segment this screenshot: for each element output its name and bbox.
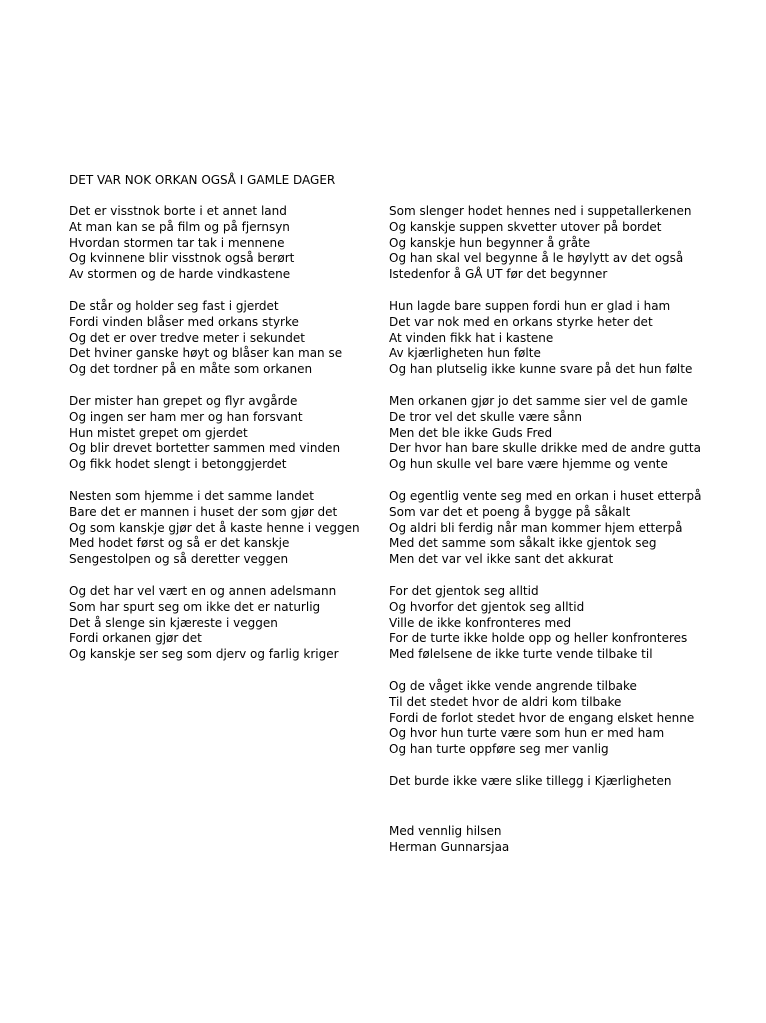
poem-line: Men det ble ikke Guds Fred [389, 425, 553, 440]
poem-line: Og han plutselig ikke kunne svare på det hun følte [389, 362, 693, 377]
poem-line: Av kjærligheten hun følte [389, 346, 541, 361]
poem-line: Men det var vel ikke sant det akkurat [389, 552, 614, 567]
poem-line: Og som kanskje gjør det å kaste henne i veggen [69, 520, 360, 535]
poem-line: Det er visstnok borte i et annet land [69, 204, 287, 218]
poem-line: Ville de ikke konfronteres med [389, 615, 572, 630]
poem-line: De tror vel det skulle være sånn [389, 409, 582, 424]
poem-line: De står og holder seg fast i gjerdet [69, 298, 279, 313]
poem-line: Og hvor hun turte være som hun er med ham [389, 726, 665, 741]
signoff [389, 824, 509, 856]
poem-line: Og kanskje ser seg som djerv og farlig kriger [69, 647, 339, 662]
poem-line: Og det er over tredve meter i sekundet [69, 330, 305, 345]
poem-line: Hvordan stormen tar tak i mennene [69, 235, 285, 250]
poem-line: Det å slenge sin kjæreste i veggen [69, 615, 278, 630]
poem-column-right [389, 204, 701, 806]
poem-line: For de turte ikke holde opp og heller konfronteres [389, 631, 688, 646]
poem-line: Og aldri bli ferdig når man kommer hjem etterpå [389, 520, 683, 535]
poem-column-left [69, 204, 360, 679]
poem-line: Med følelsene de ikke turte vende tilbake til [389, 647, 653, 662]
poem-line: Fordi vinden blåser med orkans styrke [69, 314, 299, 329]
stanza [389, 679, 701, 758]
poem-line: Og kvinnene blir visstnok også berørt [69, 251, 295, 266]
signoff-name: Herman Gunnarsjaa [389, 839, 510, 854]
poem-line: Med det samme som såkalt ikke gjentok seg [389, 536, 657, 551]
poem-line: Og det har vel vært en og annen adelsmann [69, 583, 337, 598]
stanza [389, 774, 701, 790]
stanza [69, 299, 360, 378]
poem-line: Der mister han grepet og flyr avgårde [69, 393, 298, 408]
poem-line: Det hviner ganske høyt og blåser kan man se [69, 346, 343, 361]
poem-line: Av stormen og de harde vindkastene [69, 267, 291, 282]
poem-line: Og fikk hodet slengt i betonggjerdet [69, 457, 287, 472]
stanza [69, 394, 360, 473]
poem-line: Bare det er mannen i huset der som gjør det [69, 504, 338, 519]
poem-line: Hun mistet grepet om gjerdet [69, 425, 248, 440]
poem-line: Der hvor han bare skulle drikke med de andre gutta [389, 441, 701, 456]
poem-line: Og han skal vel begynne å le høylytt av det også [389, 251, 684, 266]
poem-line: For det gjentok seg alltid [389, 583, 539, 598]
poem-line: Til det stedet hvor de aldri kom tilbake [389, 694, 622, 709]
poem-line: At vinden fikk hat i kastene [389, 330, 554, 345]
poem-line: Istedenfor å GÅ UT før det begynner [389, 267, 608, 282]
poem-line: Det burde ikke være slike tillegg i Kjærligheten [389, 773, 672, 788]
stanza [389, 584, 701, 663]
stanza [69, 584, 360, 663]
poem-line: At man kan se på film og på fjernsyn [69, 219, 290, 234]
poem-line: Som slenger hodet hennes ned i suppetallerkenen [389, 204, 692, 218]
poem-line: Med hodet først og så er det kanskje [69, 536, 290, 551]
poem-line: Og kanskje suppen skvetter utover på bordet [389, 219, 662, 234]
stanza [389, 394, 701, 473]
stanza [389, 204, 701, 283]
poem-line: Fordi orkanen gjør det [69, 631, 202, 646]
poem-line: Og det tordner på en måte som orkanen [69, 362, 313, 377]
poem-title: DET VAR NOK ORKAN OGSÅ I GAMLE DAGER [69, 173, 336, 187]
poem-line: Og hvorfor det gjentok seg alltid [389, 599, 585, 614]
poem-line: Og ingen ser ham mer og han forsvant [69, 409, 303, 424]
stanza [389, 489, 701, 568]
poem-line: Det var nok med en orkans styrke heter det [389, 314, 653, 329]
stanza [69, 204, 360, 283]
signoff-greeting: Med vennlig hilsen [389, 824, 502, 838]
poem-line: Fordi de forlot stedet hvor de engang elsket henne [389, 710, 695, 725]
stanza [389, 299, 701, 378]
poem-line: Hun lagde bare suppen fordi hun er glad i ham [389, 298, 671, 313]
poem-line: Som har spurt seg om ikke det er naturlig [69, 599, 321, 614]
stanza [69, 489, 360, 568]
poem-line: Og egentlig vente seg med en orkan i huset etterpå [389, 488, 702, 503]
poem-line: Og hun skulle vel bare være hjemme og vente [389, 457, 668, 472]
poem-line: Og blir drevet bortetter sammen med vinden [69, 441, 341, 456]
poem-line: Som var det et poeng å bygge på såkalt [389, 504, 631, 519]
poem-line: Og kanskje hun begynner å gråte [389, 235, 591, 250]
poem-line: Og han turte oppføre seg mer vanlig [389, 742, 609, 757]
poem-line: Nesten som hjemme i det samme landet [69, 488, 314, 503]
poem-line: Sengestolpen og så deretter veggen [69, 552, 289, 567]
poem-line: Men orkanen gjør jo det samme sier vel de gamle [389, 393, 688, 408]
poem-line: Og de våget ikke vende angrende tilbake [389, 678, 637, 693]
